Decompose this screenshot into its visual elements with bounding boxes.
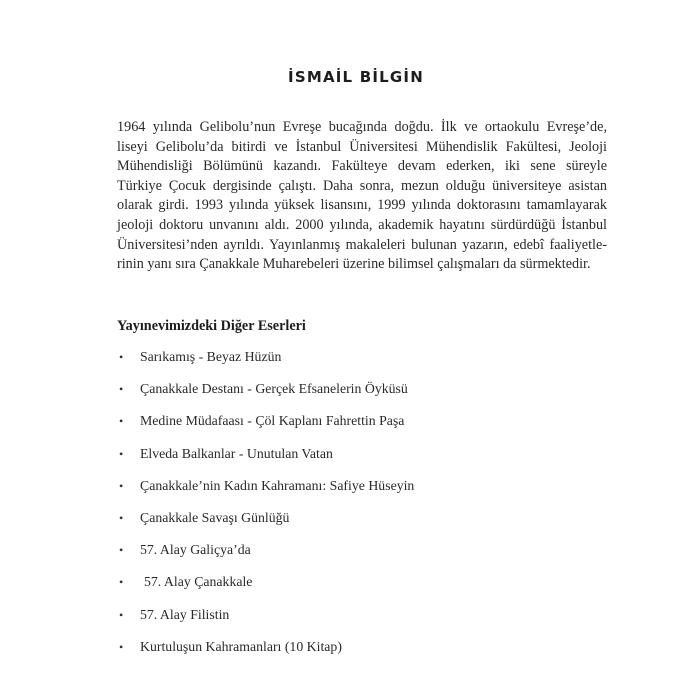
- work-list-item: [0, 506, 700, 538]
- bio-line: Türkiye Çocuk dergisinde çalıştı. Daha sonra, mezun olduğu üniversiteye asistan: [117, 177, 607, 194]
- work-title: 57. Alay Çanakkale: [144, 574, 253, 590]
- bullet-icon: •: [119, 414, 124, 429]
- bio-line: Üniversitesi’nden ayrıldı. Yayınlanmış makaleleri bulunan yazarın, edebî faaliyetle-: [117, 236, 607, 253]
- bio-line: olarak girdi. 1993 yılında yüksek lisansını, 1999 yılında doktorasını tamamlayarak: [117, 197, 607, 214]
- work-list-item: [0, 442, 700, 474]
- bullet-icon: •: [119, 510, 124, 525]
- author-name-heading: İSMAİL BİLGİN: [288, 68, 424, 87]
- work-title: 57. Alay Filistin: [140, 606, 230, 622]
- work-list-item: [0, 538, 700, 570]
- work-title: Çanakkale Destanı - Gerçek Efsanelerin Öyküsü: [140, 381, 408, 397]
- bullet-icon: •: [119, 607, 124, 622]
- bio-line: 1964 yılında Gelibolu’nun Evreşe bucağında doğdu. İlk ve ortaokulu Evreşe’de,: [117, 119, 607, 135]
- work-list-item: [0, 570, 700, 602]
- work-title: Medine Müdafaası - Çöl Kaplanı Fahrettin Paşa: [140, 413, 405, 429]
- work-list-item: [0, 345, 700, 377]
- other-works-heading: Yayınevimizdeki Diğer Eserleri: [117, 318, 306, 334]
- work-list-item: [0, 474, 700, 506]
- bullet-icon: •: [119, 575, 124, 590]
- work-list-item: [0, 409, 700, 441]
- bullet-icon: •: [119, 350, 124, 364]
- work-list-item: [0, 603, 700, 635]
- bullet-icon: •: [119, 639, 124, 654]
- author-biography: [117, 118, 607, 275]
- work-title: Çanakkale’nin Kadın Kahramanı: Safiye Hüseyin: [140, 477, 415, 493]
- bullet-icon: •: [119, 543, 124, 558]
- work-title: 57. Alay Galiçya’da: [140, 542, 251, 558]
- work-list-item: [0, 377, 700, 409]
- work-title: Elveda Balkanlar - Unutulan Vatan: [140, 445, 333, 461]
- bullet-icon: •: [119, 382, 124, 397]
- work-title: Çanakkale Savaşı Günlüğü: [140, 509, 290, 525]
- bio-line: Mühendisliği Bölümünü kazandı. Fakülteye devam ederken, iki sene süreyle: [117, 158, 607, 175]
- bio-line: rinin yanı sıra Çanakkale Muharebeleri üzerine bilimsel çalışmaları da sürmektedir.: [117, 256, 591, 273]
- bio-line: jeoloji doktoru unvanını aldı. 2000 yılında, akademik hayatını sürdürdüğü İstanbul: [117, 216, 607, 233]
- other-works-list: [0, 345, 700, 667]
- work-list-item: [0, 635, 700, 667]
- bullet-icon: •: [119, 446, 124, 461]
- bullet-icon: •: [119, 478, 124, 493]
- work-title: Sarıkamış - Beyaz Hüzün: [140, 349, 282, 364]
- bio-line: liseyi Gelibolu’da bitirdi ve İstanbul Üniversitesi Mühendislik Fakültesi, Jeoloji: [117, 138, 607, 155]
- work-title: Kurtuluşun Kahramanları (10 Kitap): [140, 638, 342, 654]
